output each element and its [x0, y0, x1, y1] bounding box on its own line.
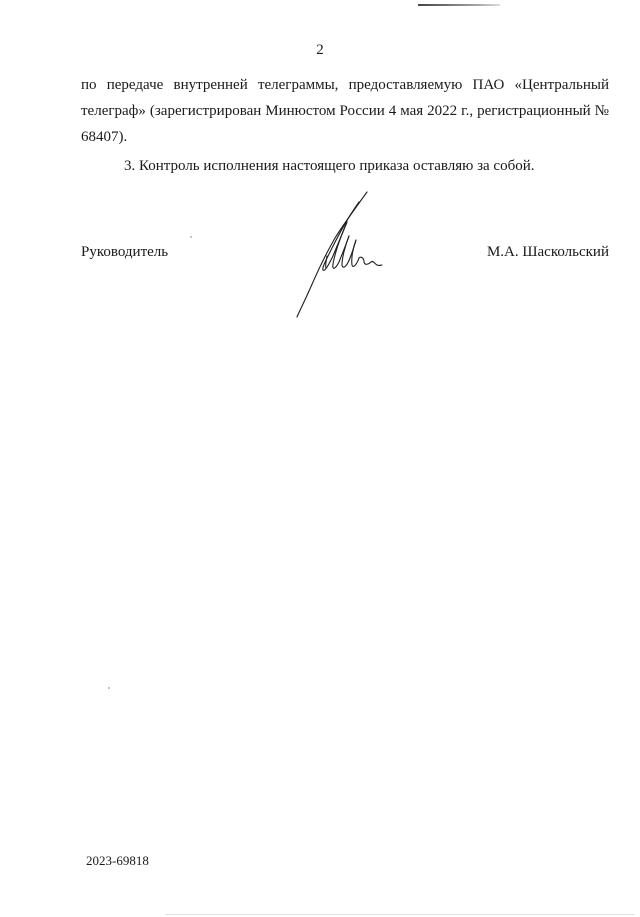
- paragraph-continuation: по передаче внутренней телеграммы, предоставляемую ПАО «Центральный телеграф» (зарегистрирован Минюстом России 4 мая 2022 г., регистрационный № 68407).: [81, 77, 609, 145]
- scan-speck: [190, 236, 192, 238]
- scan-artifact-top: [418, 4, 500, 6]
- signatory-title: Руководитель: [81, 244, 169, 260]
- handwritten-signature: [287, 186, 387, 321]
- page-number: 2: [316, 42, 324, 58]
- scan-artifact-bottom: [165, 914, 635, 915]
- signatory-name: М.А. Шаскольский: [486, 244, 609, 260]
- document-body: [81, 72, 609, 179]
- paragraph-item-3: 3. Контроль исполнения настоящего приказа оставляю за собой.: [124, 158, 535, 174]
- scan-speck: [108, 687, 110, 689]
- document-number: 2023-69818: [86, 853, 149, 868]
